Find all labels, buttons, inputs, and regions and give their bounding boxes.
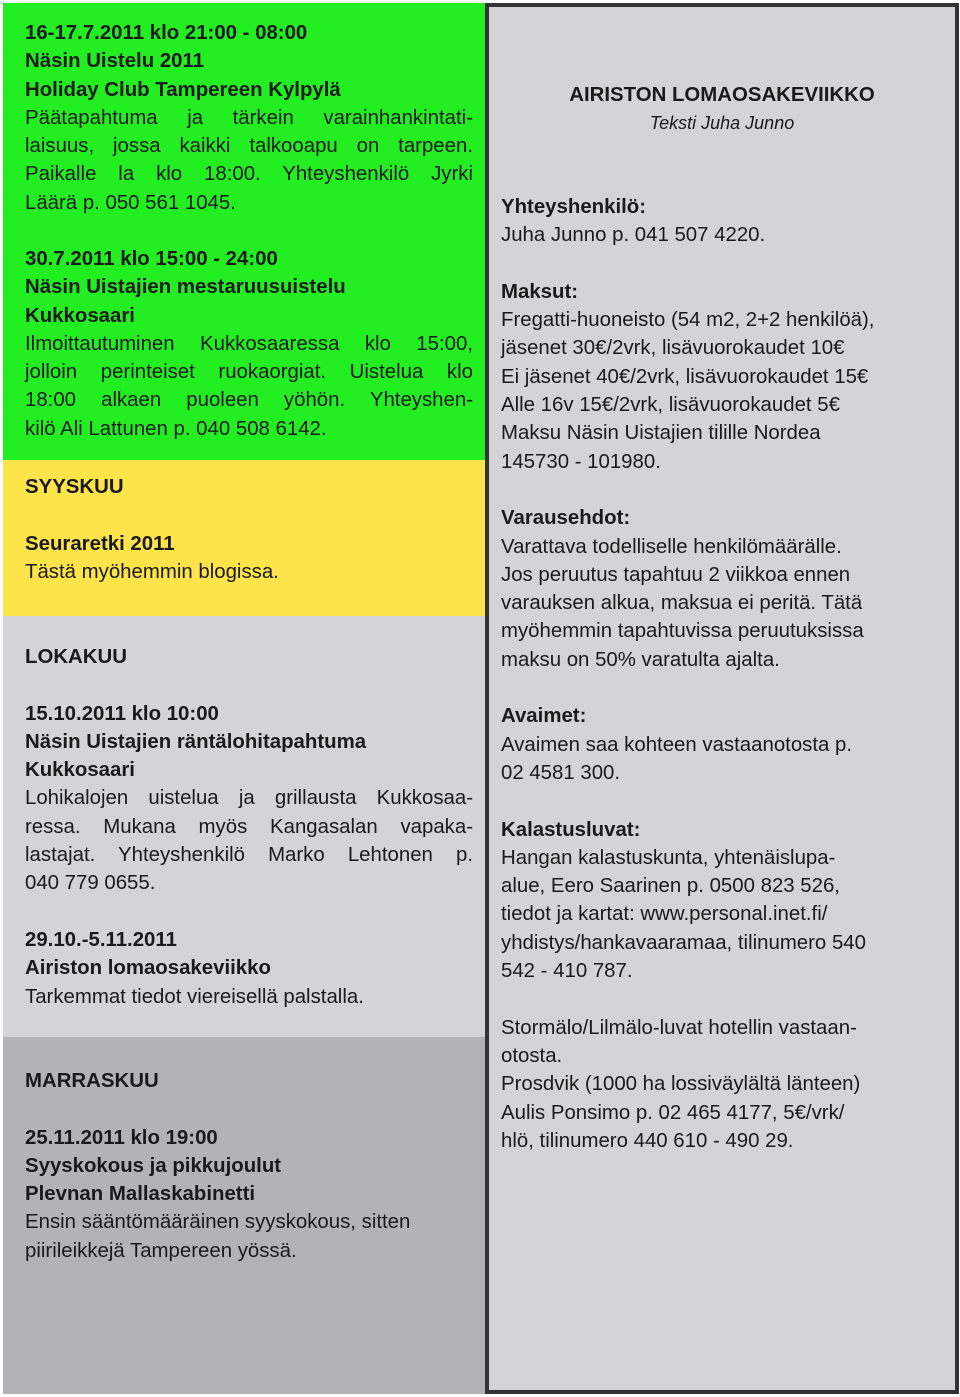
event-description-line: Tästä myöhemmin blogissa. — [25, 560, 279, 583]
event-description-line: Ensin sääntömääräinen syyskokous, sitten — [25, 1211, 411, 1234]
event-date: 30.7.2011 klo 15:00 - 24:00 — [25, 248, 278, 270]
prosdvik-line: Prosdvik (1000 ha lossiväylältä länteen) — [501, 1073, 861, 1096]
event-description-line: Ilmoittautuminen Kukkosaaressa klo 15:00, — [25, 332, 473, 355]
article-title: AIRISTON LOMAOSAKEVIIKKO — [569, 84, 875, 106]
event-date: 29.10.-5.11.2011 — [25, 928, 177, 951]
terms-line: myöhemmin tapahtuvissa peruutuksissa — [501, 620, 864, 643]
event-description-line: piirileikkejä Tampereen yössä. — [25, 1239, 297, 1262]
fees-line: Maksu Näsin Uistajien tilille Nordea — [501, 422, 821, 445]
terms-line: Jos peruutus tapahtuu 2 viikkoa ennen — [501, 563, 851, 586]
event-title: Näsin Uistajien mestaruusuistelu — [25, 276, 346, 299]
event-title: Syyskokous ja pikkujoulut — [25, 1154, 282, 1177]
october-content — [25, 643, 473, 1011]
event-date: 25.11.2011 klo 19:00 — [25, 1126, 218, 1149]
event-date: 16-17.7.2011 klo 21:00 - 08:00 — [25, 22, 308, 44]
november-content — [25, 1067, 473, 1265]
prosdvik-line: Aulis Ponsimo p. 02 465 4177, 5€/vrk/ — [501, 1101, 845, 1124]
terms-line: varauksen alkua, maksua ei peritä. Tätä — [501, 592, 863, 615]
event-title: Airiston lomaosakeviikko — [25, 957, 271, 980]
airisto-info-column — [485, 3, 959, 1394]
stormalo-line: otosta. — [501, 1044, 563, 1067]
november-section — [3, 1037, 485, 1394]
fees-line: Alle 16v 15€/2vrk, lisävuorokaudet 5€ — [501, 394, 840, 417]
keys-heading: Avaimet: — [501, 705, 587, 728]
event-title: Näsin Uistelu 2011 — [25, 50, 205, 73]
fishing-line: yhdistys/hankavaaramaa, tilinumero 540 — [501, 931, 866, 954]
event-description-line: Päätapahtuma ja tärkein varainhankintati- — [25, 106, 473, 129]
fishing-line: tiedot ja kartat: www.personal.inet.fi/ — [501, 903, 828, 926]
event-venue: Kukkosaari — [25, 759, 135, 782]
event-description-line: 040 779 0655. — [25, 872, 156, 895]
terms-line: Varattava todelliselle henkilömäärälle. — [501, 535, 842, 558]
july-section — [3, 3, 485, 460]
keys-line: 02 4581 300. — [501, 761, 621, 784]
month-heading: MARRASKUU — [25, 1070, 159, 1092]
fees-line: Fregatti-huoneisto (54 m2, 2+2 henkilöä), — [501, 309, 875, 332]
event-date: 15.10.2011 klo 10:00 — [25, 702, 219, 725]
terms-heading: Varausehdot: — [501, 507, 631, 530]
event-description-line: Tarkemmat tiedot viereisellä palstalla. — [25, 985, 364, 1008]
fees-line: jäsenet 30€/2vrk, lisävuorokaudet 10€ — [501, 337, 845, 360]
event-description-line: 18:00 alkaen puoleen yöhön. Yhteyshen- — [25, 389, 473, 412]
contact-heading: Yhteyshenkilö: — [501, 196, 647, 218]
terms-line: maksu on 50% varatulta ajalta. — [501, 648, 780, 671]
article-body — [501, 193, 941, 1155]
september-section — [3, 460, 485, 616]
fishing-heading: Kalastusluvat: — [501, 818, 641, 841]
event-description-line: Lohikalojen uistelua ja grillausta Kukkosaa- — [25, 787, 473, 810]
contact-line: Juha Junno p. 041 507 4220. — [501, 224, 766, 247]
fishing-line: Hangan kalastuskunta, yhtenäislupa- — [501, 846, 836, 869]
prosdvik-line: hlö, tilinumero 440 610 - 490 29. — [501, 1129, 794, 1152]
event-description-line: Läärä p. 050 561 1045. — [25, 191, 236, 214]
fees-heading: Maksut: — [501, 280, 579, 303]
article-byline: Teksti Juha Junno — [649, 113, 795, 133]
september-content — [25, 473, 473, 586]
event-title: Näsin Uistajien räntälohitapahtuma — [25, 730, 367, 753]
event-mestaruusuistelu — [25, 245, 473, 443]
keys-line: Avaimen saa kohteen vastaanotosta p. — [501, 733, 853, 756]
event-description-line: ressa. Mukana myös Kangasalan vapaka- — [25, 815, 473, 838]
event-venue: Kukkosaari — [25, 304, 135, 327]
stormalo-line: Stormälo/Lilmälo-luvat hotellin vastaan- — [501, 1016, 857, 1039]
event-description-line: lastajat. Yhteyshenkilö Marko Lehtonen p. — [25, 844, 473, 867]
event-title: Seuraretki 2011 — [25, 532, 175, 555]
fishing-line: 542 - 410 787. — [501, 960, 633, 983]
event-description-line: Paikalle la klo 18:00. Yhteyshenkilö Jyrki — [25, 163, 473, 186]
event-venue: Holiday Club Tampereen Kylpylä — [25, 78, 341, 101]
fees-line: 145730 - 101980. — [501, 450, 661, 473]
event-nasin-uistelu — [25, 19, 473, 217]
month-heading: LOKAKUU — [25, 646, 127, 668]
month-heading: SYYSKUU — [25, 476, 124, 498]
event-description-line: kilö Ali Lattunen p. 040 508 6142. — [25, 417, 327, 440]
october-section — [3, 616, 485, 1037]
left-column — [3, 3, 485, 1394]
event-venue: Plevnan Mallaskabinetti — [25, 1183, 256, 1206]
fees-line: Ei jäsenet 40€/2vrk, lisävuorokaudet 15€ — [501, 365, 869, 388]
fishing-line: alue, Eero Saarinen p. 0500 823 526, — [501, 875, 840, 898]
event-description-line: jolloin perinteiset ruokaorgiat. Uistelua klo — [25, 361, 473, 384]
event-description-line: laisuus, jossa kaikki talkooapu on tarpeen. — [25, 135, 473, 158]
